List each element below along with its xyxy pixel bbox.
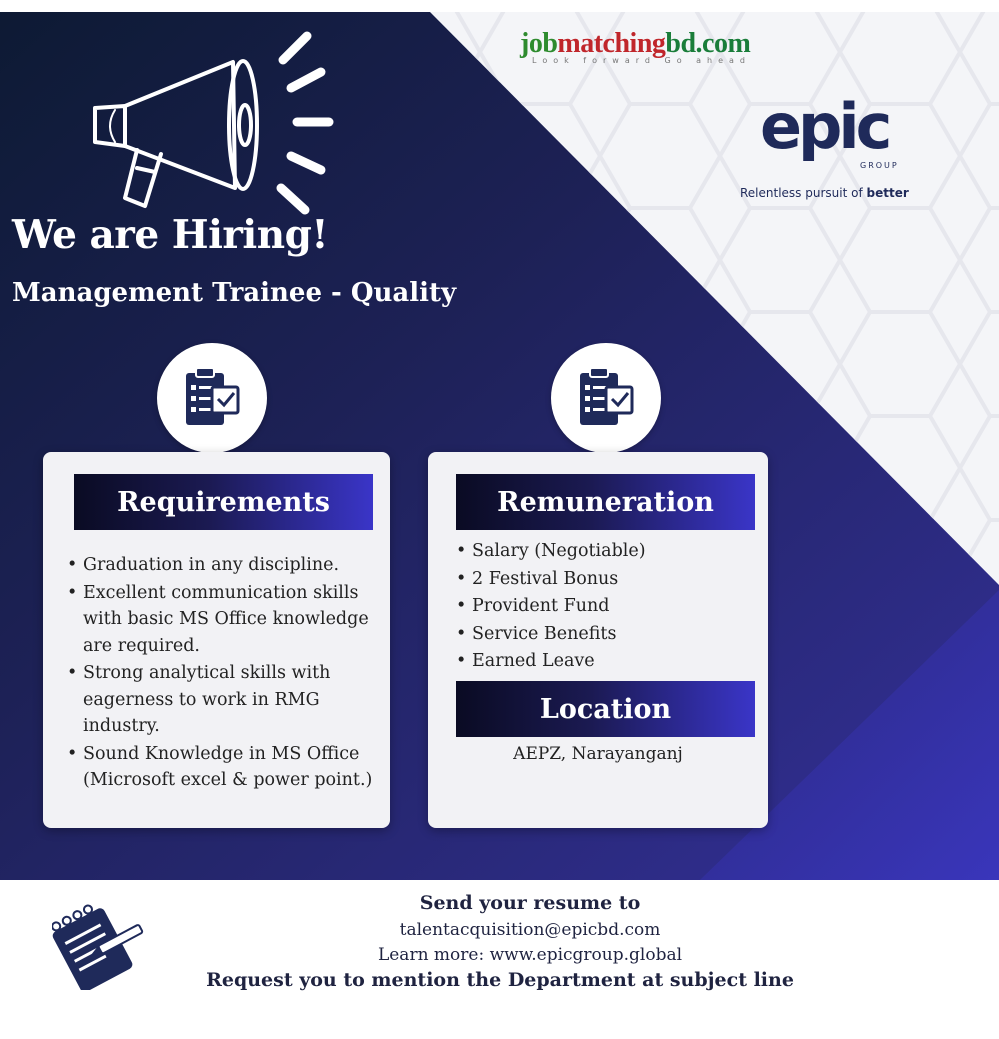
remuneration-title: Remuneration: [456, 474, 755, 530]
megaphone-icon: [85, 30, 335, 215]
footer-website[interactable]: Learn more: www.epicgroup.global: [377, 945, 683, 965]
list-item: • Earned Leave: [456, 648, 756, 676]
footer-send-resume: Send your resume to: [419, 892, 641, 914]
requirements-list: [67, 552, 387, 795]
location-value: AEPZ, Narayanganj: [513, 744, 683, 764]
requirements-title: Requirements: [74, 474, 373, 530]
tagline-prefix: Relentless pursuit of: [740, 186, 867, 200]
watermark-tagline: Look forward Go ahead: [532, 56, 752, 65]
brand-tagline: [740, 186, 909, 200]
remuneration-card: [428, 452, 768, 828]
list-item: • Strong analytical skills with eagerness to work in RMG industry.: [67, 660, 387, 740]
headline: We are Hiring!: [12, 212, 328, 258]
footer-email[interactable]: talentacquisition@epicbd.com: [399, 920, 661, 940]
remuneration-icon-badge: [551, 343, 661, 453]
logo-subtext: GROUP: [860, 161, 899, 170]
list-item: • Provident Fund: [456, 593, 756, 621]
list-item: • Salary (Negotiable): [456, 538, 756, 566]
job-title: Management Trainee - Quality: [12, 278, 457, 308]
watermark-part-2: matching: [557, 28, 666, 59]
checklist-icon: [576, 365, 636, 431]
list-item: • Excellent communication skills with basic MS Office knowledge are required.: [67, 580, 387, 660]
requirements-icon-badge: [157, 343, 267, 453]
epic-group-logo: [760, 96, 920, 176]
list-item: • Service Benefits: [456, 621, 756, 649]
watermark-brand: [520, 30, 750, 58]
checklist-icon: [182, 365, 242, 431]
footer-instruction: Request you to mention the Department at subject line: [206, 969, 794, 991]
remuneration-list: [456, 538, 756, 676]
watermark-part-1: job: [520, 28, 558, 59]
list-item: • 2 Festival Bonus: [456, 566, 756, 594]
list-item: • Graduation in any discipline.: [67, 552, 387, 579]
location-title: Location: [456, 681, 755, 737]
requirements-card: [43, 452, 390, 828]
watermark-part-3: bd.com: [665, 28, 751, 59]
list-item: • Sound Knowledge in MS Office (Microsoft excel & power point.): [67, 741, 387, 794]
logo-text: epic: [760, 96, 889, 163]
tagline-bold: better: [866, 186, 909, 200]
